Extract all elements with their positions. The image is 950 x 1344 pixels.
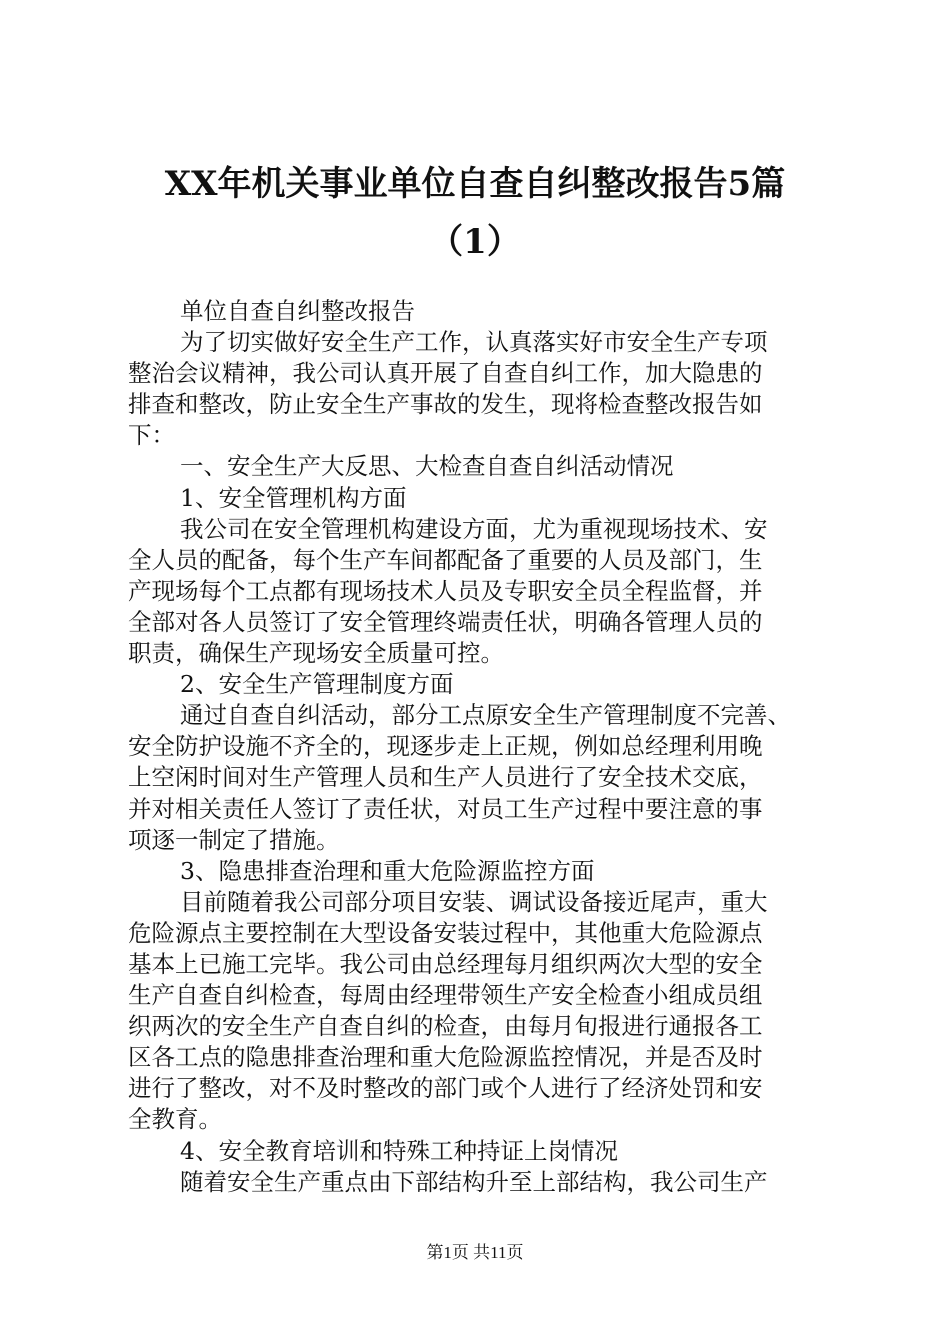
- paragraph-line: 安全防护设施不齐全的，现逐步走上正规，例如总经理利用晚: [128, 732, 763, 761]
- paragraph-line: 全人员的配备，每个生产车间都配备了重要的人员及部门，生: [128, 545, 763, 574]
- paragraph: [128, 514, 828, 669]
- paragraph-line: 全教育。: [128, 1105, 222, 1134]
- paragraph-line: 项逐一制定了措施。: [128, 825, 340, 854]
- paragraph-first-line: 1、安全管理机构方面: [180, 483, 407, 512]
- paragraph-line: 危险源点主要控制在大型设备安装过程中，其他重大危险源点: [128, 918, 763, 947]
- paragraph-line: 区各工点的隐患排查治理和重大危险源监控情况，并是否及时: [128, 1043, 763, 1072]
- paragraph-line: 排查和整改，防止安全生产事故的发生，现将检查整改报告如: [128, 390, 763, 419]
- paragraph-first-line: 随着安全生产重点由下部结构升至上部结构，我公司生产: [180, 1167, 768, 1196]
- paragraph-first-line: 我公司在安全管理机构建设方面，尤为重视现场技术、安: [180, 514, 768, 543]
- paragraph-line: 生产自查自纠检查，每周由经理带领生产安全检查小组成员组: [128, 981, 763, 1010]
- paragraph-first-line: 4、安全教育培训和特殊工种持证上岗情况: [180, 1136, 618, 1165]
- document-title-suffix: （1）: [429, 222, 521, 262]
- paragraph-line: 织两次的安全生产自查自纠的检查，由每月旬报进行通报各工: [128, 1012, 763, 1041]
- paragraph: [128, 856, 828, 887]
- paragraph: [128, 296, 828, 327]
- paragraph: [128, 327, 828, 451]
- paragraph-first-line: 目前随着我公司部分项目安装、调试设备接近尾声，重大: [180, 887, 768, 916]
- paragraph-line: 产现场每个工点都有现场技术人员及专职安全员全程监督，并: [128, 576, 763, 605]
- paragraph: [128, 451, 828, 482]
- page-number: 第1页 共11页: [426, 1243, 524, 1262]
- paragraph: [128, 669, 828, 700]
- paragraph-line: 基本上已施工完毕。我公司由总经理每月组织两次大型的安全: [128, 949, 763, 978]
- paragraph-first-line: 单位自查自纠整改报告: [180, 297, 415, 325]
- document-title: XX年机关事业单位自查自纠整改报告5篇: [164, 164, 786, 204]
- paragraph-line: 并对相关责任人签订了责任状，对员工生产过程中要注意的事: [128, 794, 763, 823]
- paragraph-line: 全部对各人员签订了安全管理终端责任状，明确各管理人员的: [128, 607, 763, 636]
- paragraph: [128, 483, 828, 514]
- paragraph-first-line: 一、安全生产大反思、大检查自查自纠活动情况: [180, 452, 674, 481]
- paragraph-line: 整治会议精神，我公司认真开展了自查自纠工作，加大隐患的: [128, 359, 763, 388]
- paragraph: [128, 1136, 828, 1167]
- paragraph: [128, 1167, 828, 1198]
- paragraph: [128, 887, 828, 1136]
- paragraph-line: 职责，确保生产现场安全质量可控。: [128, 639, 504, 668]
- paragraph-first-line: 2、安全生产管理制度方面: [180, 670, 454, 699]
- paragraph-first-line: 3、隐患排查治理和重大危险源监控方面: [180, 856, 595, 885]
- paragraph-first-line: 通过自查自纠活动，部分工点原安全生产管理制度不完善、: [180, 701, 791, 730]
- paragraph-first-line: 为了切实做好安全生产工作，认真落实好市安全生产专项: [180, 328, 768, 357]
- document-body: [128, 296, 828, 1198]
- paragraph-line: 上空闲时间对生产管理人员和生产人员进行了安全技术交底，: [128, 763, 763, 792]
- paragraph-line: 进行了整改，对不及时整改的部门或个人进行了经济处罚和安: [128, 1074, 763, 1103]
- paragraph: [128, 700, 828, 855]
- paragraph-line: 下：: [128, 421, 175, 450]
